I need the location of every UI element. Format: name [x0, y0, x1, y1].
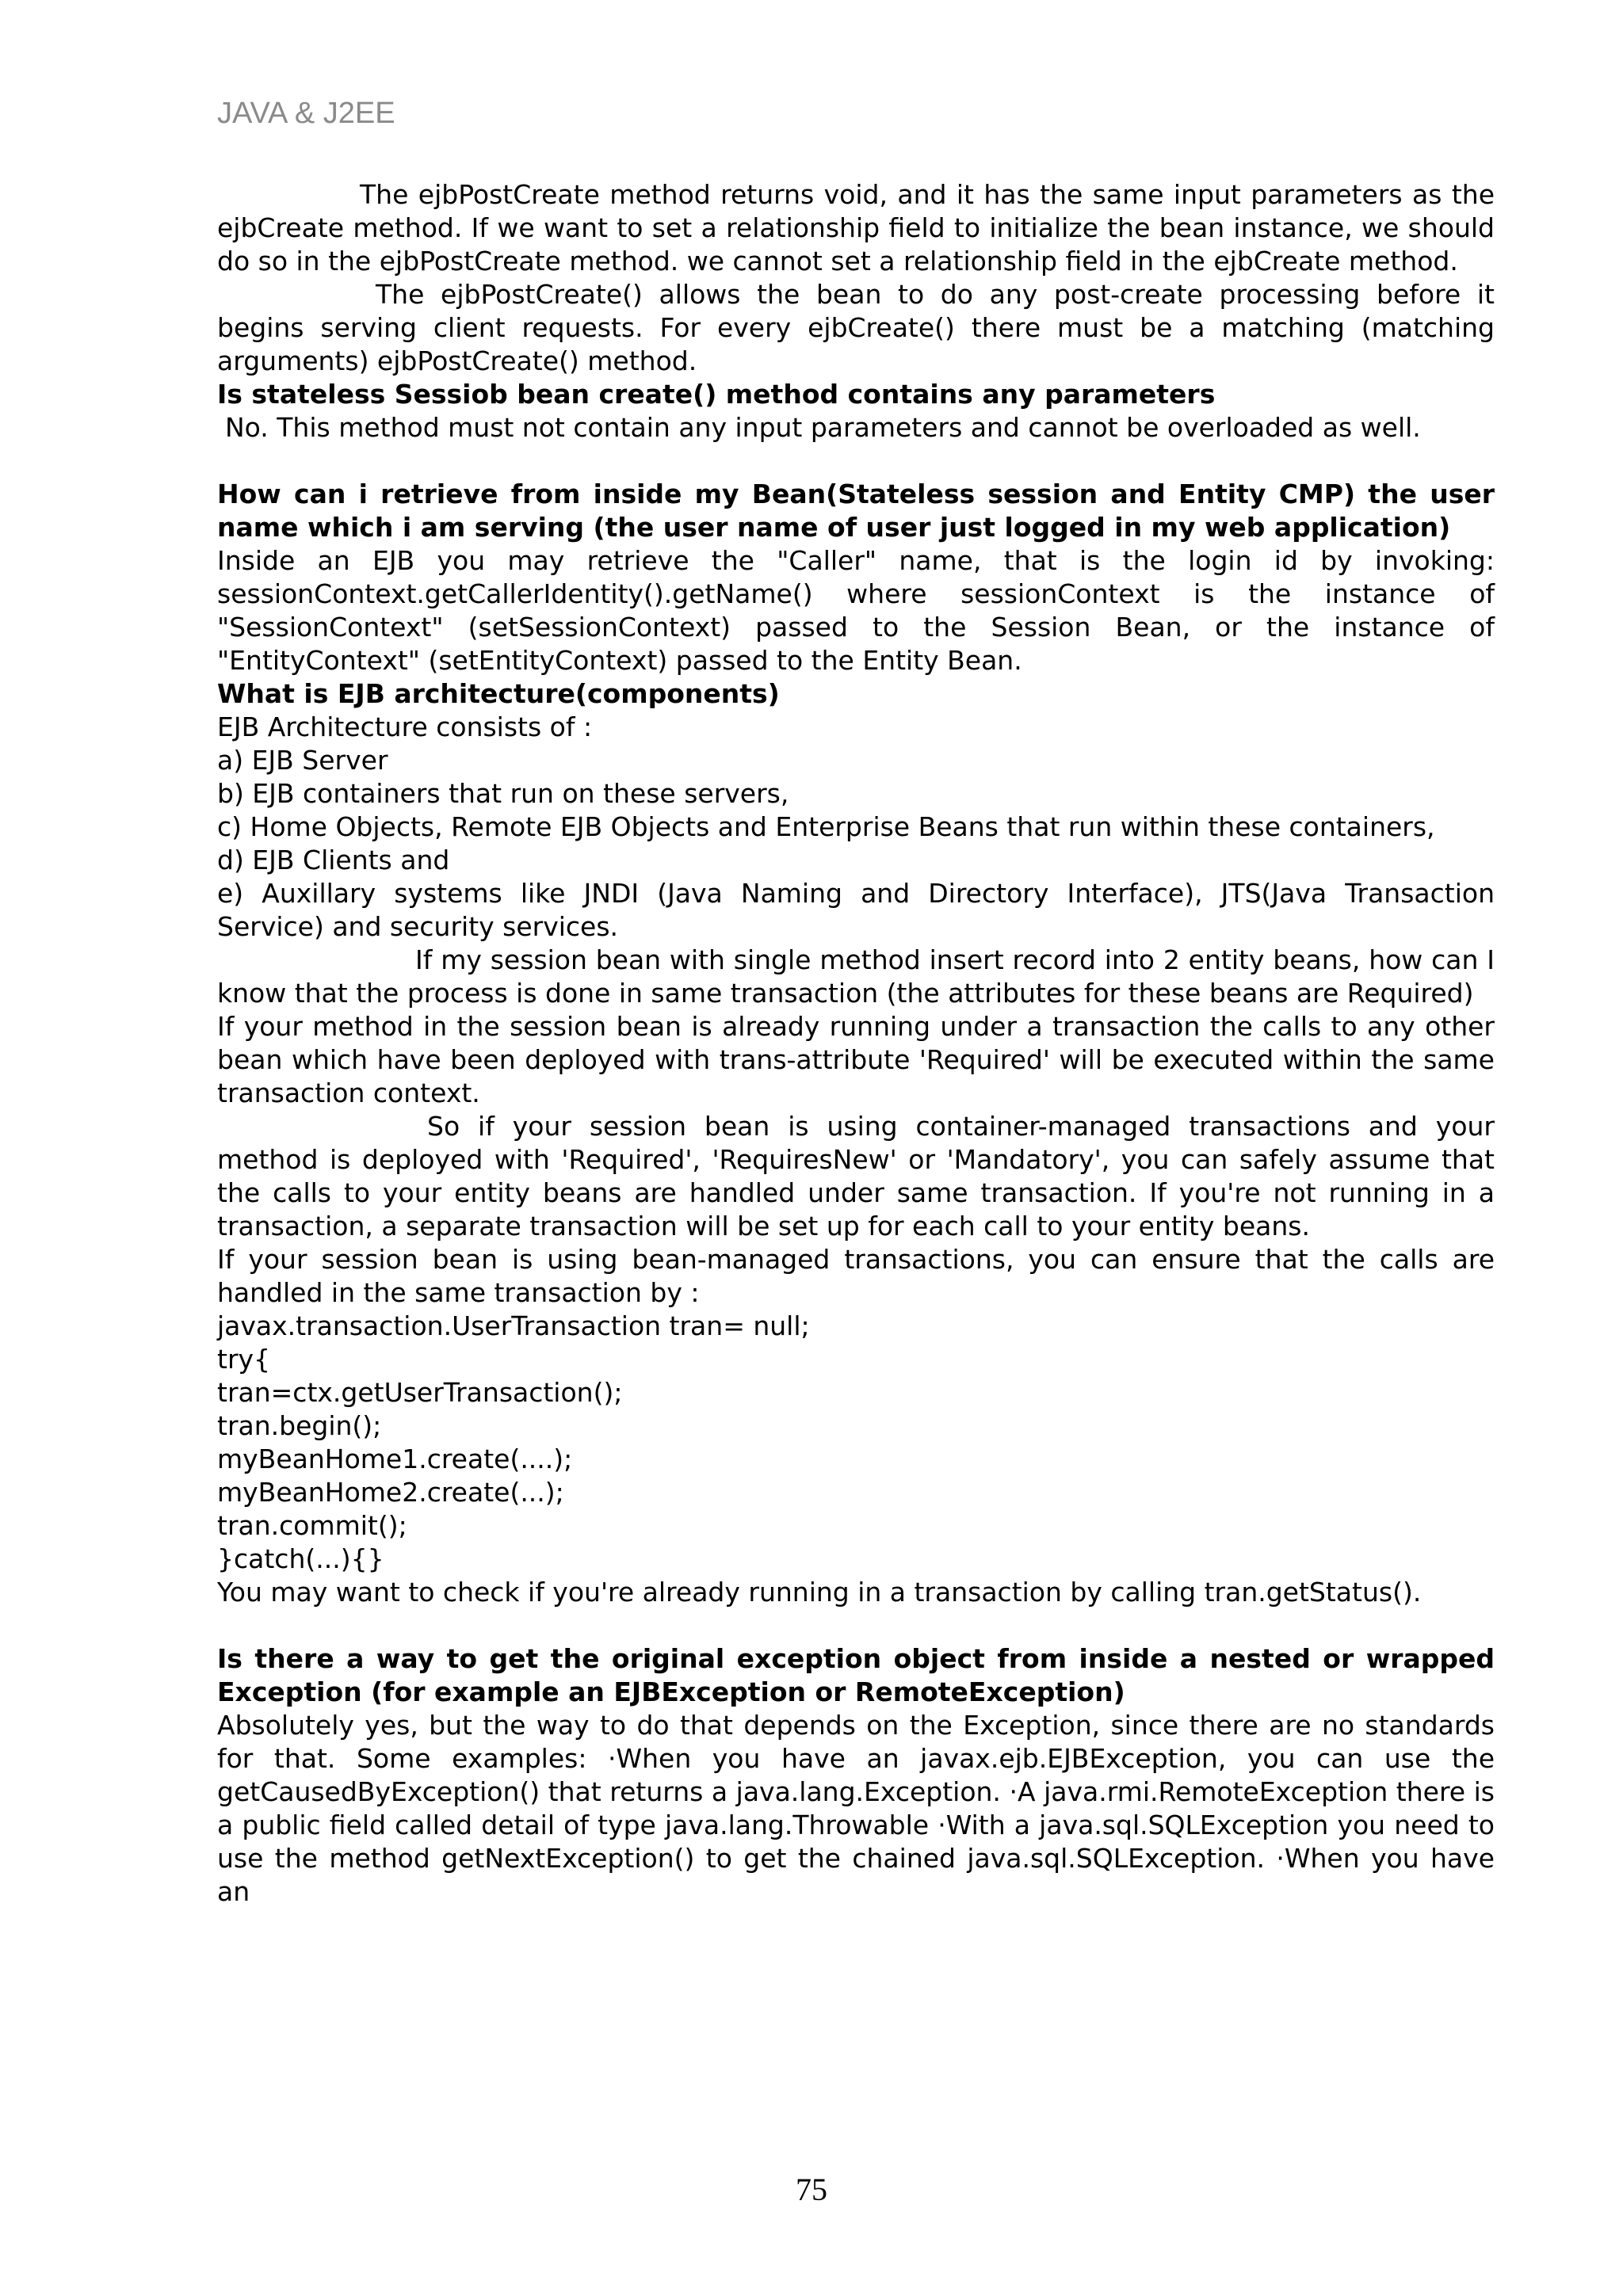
question-session-bean-transaction: If my session bean with single method insert record into 2 entity beans, how can I know that the process is done in same transaction (the attributes for these beans are Required): [217, 944, 1495, 1009]
question-stateless-create-params: Is stateless Sessiob bean create() method contains any parameters: [217, 379, 1216, 410]
running-header: JAVA & J2EE: [217, 97, 395, 130]
ejb-architecture-intro: EJB Architecture consists of :: [217, 711, 593, 742]
paragraph-container-managed: So if your session bean is using container-managed transactions and your method is deployed with 'Required', 'RequiresNew' or 'Mandatory', you can safely assume that the calls to your entity beans are handled under same transaction. If you're not running in a transaction, a separate transaction will be set up for each call to your entity beans.: [217, 1111, 1495, 1241]
paragraph-bean-managed: If your session bean is using bean-managed transactions, you can ensure that the calls are handled in the same transaction by :: [217, 1244, 1495, 1308]
list-item-e: e) Auxillary systems like JNDI (Java Naming and Directory Interface), JTS(Java Transaction Service) and security services.: [217, 878, 1495, 942]
answer-stateless-create-params: No. This method must not contain any input parameters and cannot be overloaded as well.: [225, 412, 1421, 443]
code-line: tran.commit();: [217, 1510, 407, 1541]
list-item-a: a) EJB Server: [217, 745, 388, 776]
spacer: [217, 444, 1495, 478]
code-line: myBeanHome1.create(....);: [217, 1444, 573, 1474]
code-line: try{: [217, 1344, 271, 1375]
code-line: myBeanHome2.create(...);: [217, 1477, 564, 1508]
list-item-c: c) Home Objects, Remote EJB Objects and Enterprise Beans that run within these containers,: [217, 811, 1435, 842]
code-line: tran.begin();: [217, 1410, 382, 1441]
list-item-d: d) EJB Clients and: [217, 845, 450, 875]
list-item-b: b) EJB containers that run on these servers,: [217, 778, 789, 809]
question-ejb-architecture: What is EJB architecture(components): [217, 678, 780, 709]
answer-transaction-context: If your method in the session bean is already running under a transaction the calls to any other bean which have been deployed with trans-attribute 'Required' will be executed within the same transaction context.: [217, 1011, 1495, 1108]
answer-retrieve-user-name: Inside an EJB you may retrieve the "Caller" name, that is the login id by invoking: sessionContext.getCallerIdentity().getName() where sessionContext is the instance of "SessionContext" (setSessionContext) passed to the Session Bean, or the instance of "EntityContext" (setEntityContext) passed to the Entity Bean.: [217, 545, 1495, 676]
spacer: [217, 1609, 1495, 1642]
page-body: [217, 178, 1495, 1909]
question-retrieve-user-name: How can i retrieve from inside my Bean(Stateless session and Entity CMP) the user name which i am serving (the user name of user just logged in my web application): [217, 479, 1495, 543]
answer-original-exception: Absolutely yes, but the way to do that depends on the Exception, since there are no standards for that. Some examples: ·When you have an javax.ejb.EJBException, you can use the getCausedByException() that returns a java.lang.Exception. ·A java.rmi.RemoteException there is a public field called detail of type java.lang.Throwable ·With a java.sql.SQLException you need to use the method getNextException() to get the chained java.sql.SQLException. ·When you have an: [217, 1710, 1495, 1907]
code-line: javax.transaction.UserTransaction tran= null;: [217, 1310, 810, 1341]
paragraph-get-status: You may want to check if you're already running in a transaction by calling tran.getStatus().: [217, 1577, 1422, 1608]
code-line: }catch(...){}: [217, 1543, 384, 1574]
paragraph-ejbpostcreate-returns: The ejbPostCreate method returns void, and it has the same input parameters as the ejbCreate method. If we want to set a relationship field to initialize the bean instance, we should do so in the ejbPostCreate method. we cannot set a relationship field in the ejbCreate method.: [217, 179, 1495, 277]
page-number: 75: [796, 2172, 827, 2207]
question-original-exception: Is there a way to get the original exception object from inside a nested or wrapped Exception (for example an EJBException or RemoteException): [217, 1643, 1495, 1707]
paragraph-ejbpostcreate-allows: The ejbPostCreate() allows the bean to do any post-create processing before it begins serving client requests. For every ejbCreate() there must be a matching (matching arguments) ejbPostCreate() method.: [217, 279, 1495, 376]
code-line: tran=ctx.getUserTransaction();: [217, 1377, 623, 1408]
